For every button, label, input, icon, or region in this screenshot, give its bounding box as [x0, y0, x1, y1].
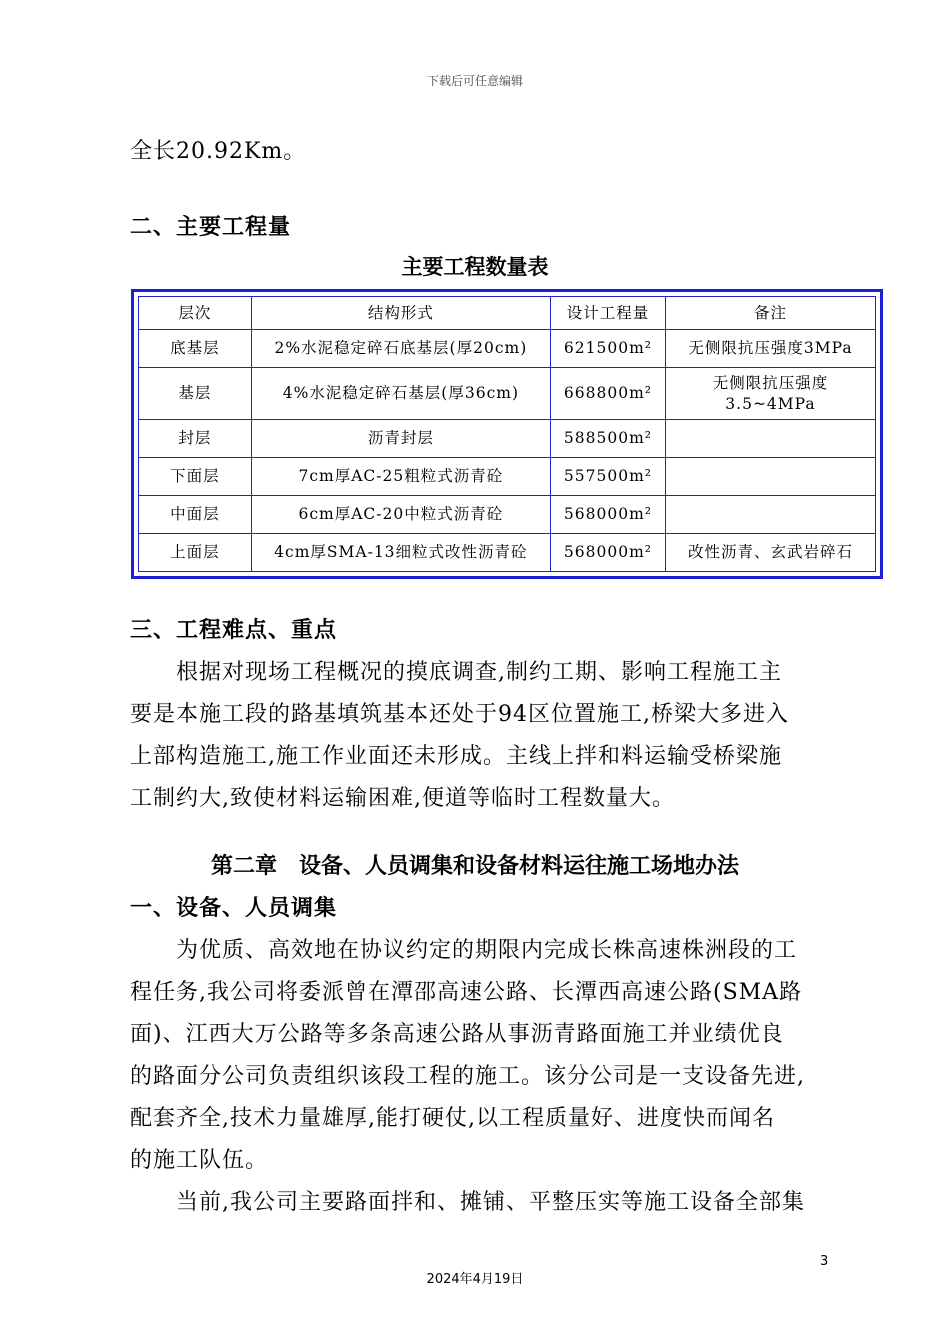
paragraph-line: 上部构造施工,施工作业面还未形成。主线上拌和料运输受桥梁施 — [130, 744, 782, 769]
table-row — [139, 458, 876, 496]
footer-date: 2024年4月19日 — [426, 1272, 524, 1287]
table-cell: 上面层 — [139, 534, 252, 572]
header-cell: 结构形式 — [251, 297, 550, 330]
table-row — [139, 330, 876, 368]
chapter-title: 第二章 设备、人员调集和设备材料运往施工场地办法 — [210, 854, 739, 879]
table-cell: 底基层 — [139, 330, 252, 368]
quantity-table-frame — [131, 289, 883, 579]
table-row — [139, 496, 876, 534]
paragraph-line: 的路面分公司负责组织该段工程的施工。该分公司是一支设备先进, — [130, 1064, 805, 1089]
header-cell: 层次 — [139, 297, 252, 330]
paragraph-line: 的施工队伍。 — [130, 1148, 269, 1173]
table-cell: 621500m² — [550, 330, 665, 368]
paragraph-line: 配套齐全,技术力量雄厚,能打硬仗,以工程质量好、进度快而闻名 — [130, 1106, 775, 1131]
section2-heading: 二、主要工程量 — [130, 215, 292, 240]
table-row — [139, 368, 876, 420]
table-cell: 无侧限抗压强度 3.5~4MPa — [665, 368, 875, 420]
table-cell — [665, 458, 875, 496]
paragraph-line: 当前,我公司主要路面拌和、摊铺、平整压实等施工设备全部集 — [176, 1190, 805, 1215]
table-cell: 中面层 — [139, 496, 252, 534]
table-cell: 4%水泥稳定碎石基层(厚36cm) — [251, 368, 550, 420]
table-cell: 4cm厚SMA-13细粒式改性沥青砼 — [251, 534, 550, 572]
table-cell: 改性沥青、玄武岩碎石 — [665, 534, 875, 572]
table-cell: 568000m² — [550, 534, 665, 572]
table-cell: 7cm厚AC-25粗粒式沥青砼 — [251, 458, 550, 496]
table-row — [139, 534, 876, 572]
table-cell: 基层 — [139, 368, 252, 420]
paragraph-line: 要是本施工段的路基填筑基本还处于94区位置施工,桥梁大多进入 — [130, 702, 789, 727]
table-cell: 2%水泥稳定碎石底基层(厚20cm) — [251, 330, 550, 368]
paragraph-line: 工制约大,致使材料运输困难,便道等临时工程数量大。 — [130, 786, 675, 811]
table-cell: 下面层 — [139, 458, 252, 496]
table-cell — [665, 496, 875, 534]
table-cell: 568000m² — [550, 496, 665, 534]
section3-heading: 三、工程难点、重点 — [130, 618, 338, 643]
table-header-row — [139, 297, 876, 330]
paragraph-line: 面)、江西大万公路等多条高速公路从事沥青路面施工并业绩优良 — [130, 1022, 784, 1047]
table-cell — [665, 420, 875, 458]
header-cell: 设计工程量 — [550, 297, 665, 330]
paragraph-line: 根据对现场工程概况的摸底调查,制约工期、影响工程施工主 — [176, 660, 782, 685]
table-cell: 无侧限抗压强度3MPa — [665, 330, 875, 368]
paragraph-line: 为优质、高效地在协议约定的期限内完成长株高速株洲段的工 — [176, 938, 798, 963]
table-cell: 6cm厚AC-20中粒式沥青砼 — [251, 496, 550, 534]
table-cell: 沥青封层 — [251, 420, 550, 458]
table-title: 主要工程数量表 — [401, 255, 549, 279]
header-note: 下载后可任意编辑 — [426, 74, 523, 88]
table-cell: 588500m² — [550, 420, 665, 458]
table-cell: 封层 — [139, 420, 252, 458]
section1-heading: 一、设备、人员调集 — [130, 896, 338, 921]
quantity-table — [138, 296, 876, 572]
paragraph-line: 程任务,我公司将委派曾在潭邵高速公路、长潭西高速公路(SMA路 — [130, 980, 803, 1005]
table-cell: 557500m² — [550, 458, 665, 496]
table-row — [139, 420, 876, 458]
table-cell: 668800m² — [550, 368, 665, 420]
page-number: 3 — [820, 1254, 829, 1269]
header-cell: 备注 — [665, 297, 875, 330]
intro-line: 全长20.92Km。 — [130, 139, 307, 164]
